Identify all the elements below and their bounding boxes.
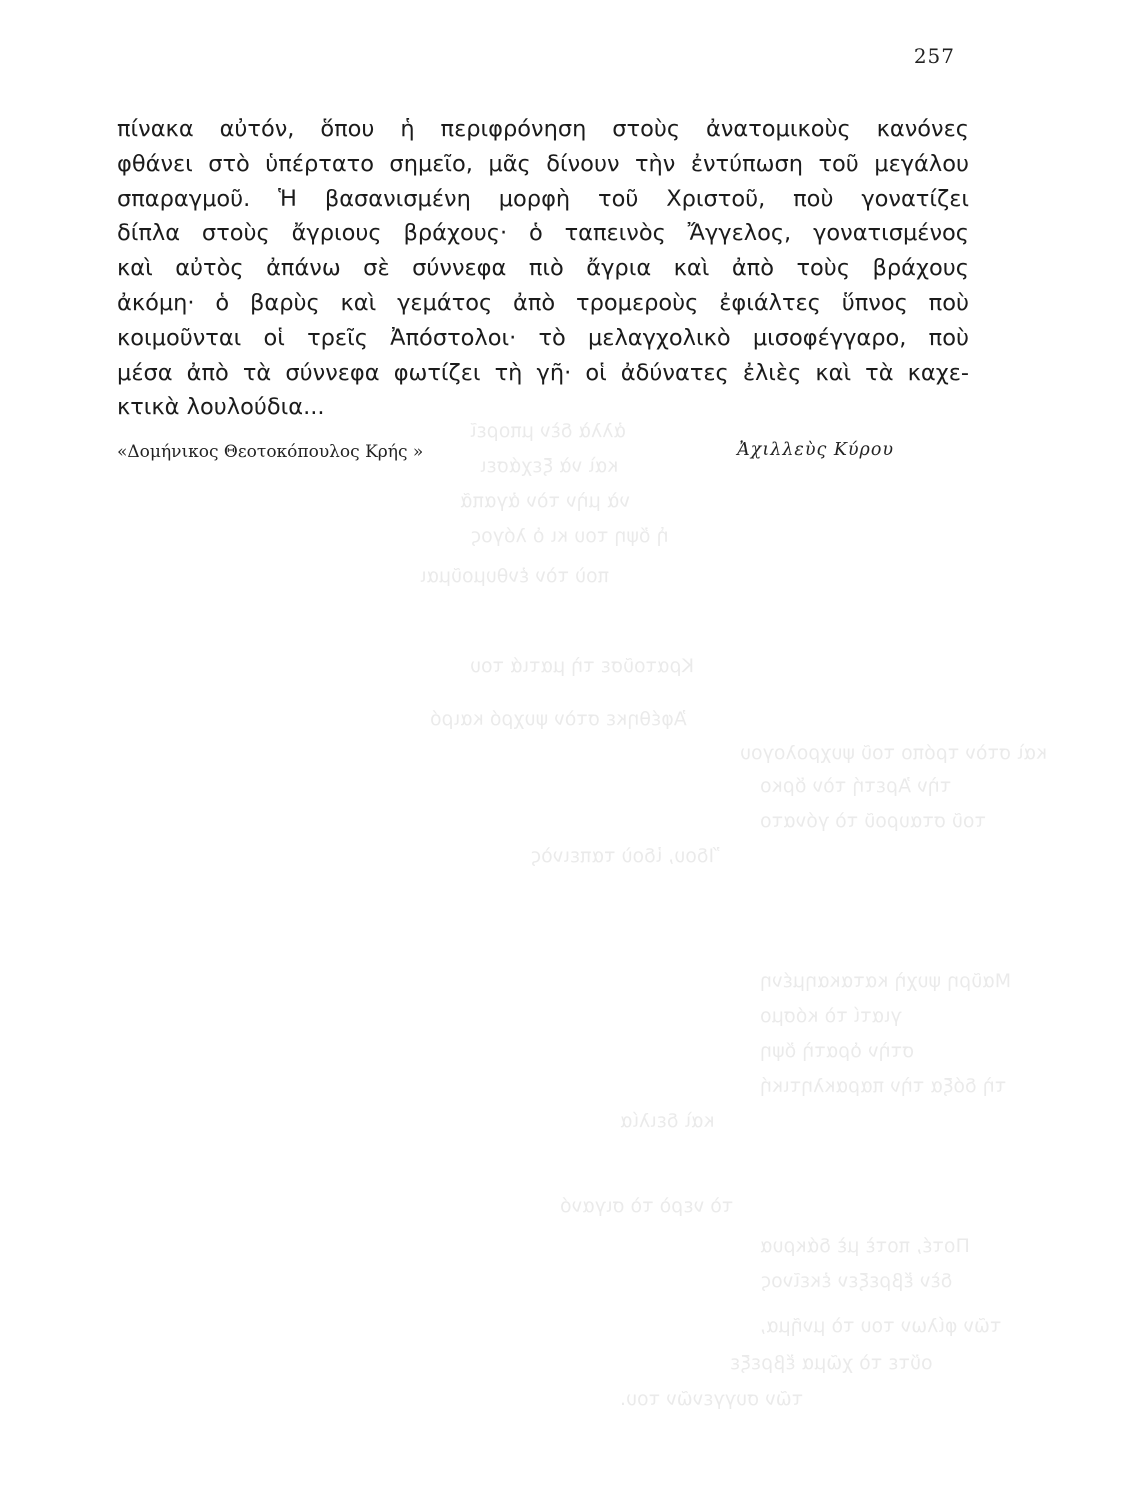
bleed-line: ποὺ τὸν ἐνθυμοῦμαι: [420, 565, 610, 587]
bleed-line: οὔτε τὸ χῶμα ἔβρεξε: [730, 1352, 933, 1374]
bleed-line: καὶ δειλία: [620, 1110, 715, 1132]
text-line: ἀκόμη· ὁ βαρὺς καὶ γεμάτος ἀπὸ τρομεροὺς ἐφιάλτες ὕπνος ποὺ: [117, 289, 969, 316]
bleed-line: καὶ νὰ ξεχάσει: [480, 455, 619, 477]
text-line: φθάνει στὸ ὑπέρτατο σημεῖο, μᾶς δίνουν τὴν ἐντύπωση τοῦ μεγάλου: [117, 150, 969, 177]
bleed-line: ἀλλὰ δὲν μπορεῖ: [470, 420, 627, 442]
bleed-line: τῶν φίλων του τὸ μνῆμα,: [760, 1315, 1002, 1337]
bleed-line: καὶ στὸν τρόπο τοῦ ψυχρολογου: [740, 742, 1048, 764]
bleed-line: Ἴδου, ἰδοὺ ταπεινὸς: [530, 845, 720, 867]
text-line: μέσα ἀπὸ τὰ σύννεφα φωτίζει τὴ γῆ· οἱ ἀδύνατες ἐλιὲς καὶ τὰ καχε-: [117, 359, 969, 386]
source-citation: «Δομήνικος Θεοτοκόπουλος Κρής »: [117, 442, 424, 462]
text-line: δίπλα στοὺς ἄγριους βράχους· ὁ ταπεινὸς Ἄγγελος, γονατισμένος: [117, 220, 969, 247]
bleed-line: Ἀφέθηκε στὸν ψυχρό καιρό: [430, 708, 687, 730]
bleed-line: νὰ μὴν τὸν ἀγαπᾶ: [460, 490, 630, 512]
bleed-line: στὴν ὁρατὴ ὄψη: [760, 1040, 915, 1062]
bleed-line: Κρατοῦσε τὴ ματιά του: [470, 655, 695, 677]
text-line: καὶ αὐτὸς ἀπάνω σὲ σύννεφα πιὸ ἄγρια καὶ ἀπὸ τοὺς βράχους: [117, 255, 969, 282]
page-number: 257: [913, 44, 955, 68]
bleed-line: δὲν ἔβρεξεν ἐκεῖνος: [760, 1270, 953, 1292]
bleed-line: ἡ ὄψη του κι ὁ λόγος: [470, 525, 669, 547]
author-name: Ἀχιλλεὺς Κύρου: [737, 440, 894, 460]
bleed-line: Ποτέ, ποτὲ μὲ δάκρυα: [760, 1235, 970, 1257]
bleed-line: τὴν Ἀρετή τὸν ὅρκο: [760, 775, 952, 797]
text-line: σπαραγμοῦ. Ἡ βασανισμένη μορφὴ τοῦ Χριστοῦ, ποὺ γονατίζει: [117, 185, 969, 212]
attribution-row: [117, 442, 894, 472]
bleed-line: τὸ νερὸ τὸ σιγανό: [560, 1195, 734, 1217]
text-line: κτικὰ λουλούδια...: [117, 394, 325, 421]
text-line: κοιμοῦνται οἱ τρεῖς Ἀπόστολοι· τὸ μελαγχολικὸ μισοφέγγαρο, ποὺ: [117, 324, 969, 351]
body-paragraph: [117, 112, 969, 425]
bleed-line: τῶν συγγενῶν του.: [620, 1388, 804, 1410]
bleed-line: τὴ δόξα τὴν παρακλητική: [760, 1075, 1007, 1097]
text-line: πίνακα αὐτόν, ὅπου ἡ περιφρόνηση στοὺς ἀνατομικοὺς κανόνες: [117, 116, 969, 142]
bleed-line: γιατί τὸ κόσμο: [760, 1005, 902, 1027]
bleed-line: τοῦ σταυροῦ τὸ γόνατο: [760, 810, 986, 832]
bleed-line: Μαῦρη ψυχὴ κατακαημένη: [760, 970, 1012, 992]
